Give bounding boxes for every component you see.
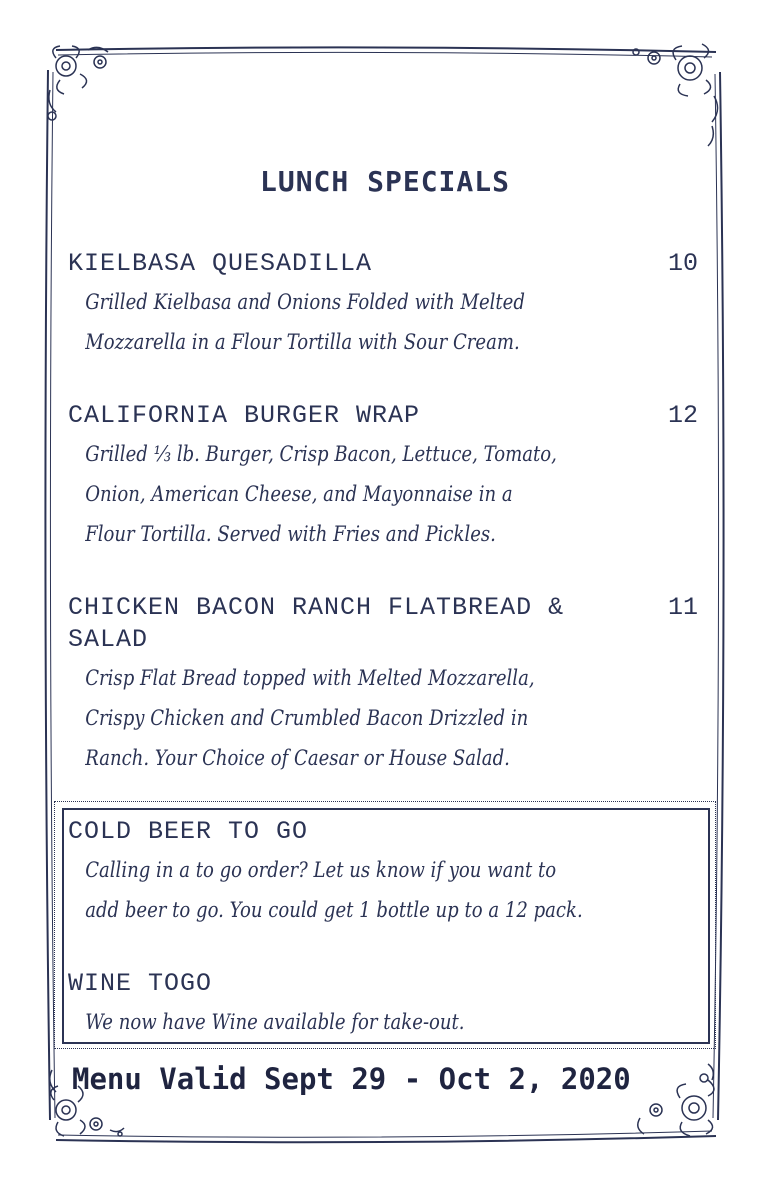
- item-description: [68, 434, 704, 554]
- item-price: 11: [667, 593, 698, 622]
- description-line: Crispy Chicken and Crumbled Bacon Drizzled in: [85, 706, 529, 730]
- menu-validity-footer: Menu Valid Sept 29 - Oct 2, 2020: [72, 1062, 631, 1096]
- description-line: Crisp Flat Bread topped with Melted Mozzarella,: [85, 666, 535, 690]
- description-line: Flour Tortilla. Served with Fries and Pickles.: [85, 522, 496, 546]
- item-description: [68, 850, 704, 930]
- page-title: LUNCH SPECIALS: [259, 165, 510, 198]
- item-name: CALIFORNIA BURGER WRAP: [68, 401, 421, 430]
- description-line: Grilled Kielbasa and Onions Folded with Melted: [85, 290, 525, 314]
- menu-item: [68, 592, 708, 778]
- item-name: WINE TOGO: [68, 969, 213, 998]
- floral-corner-icon: [48, 46, 108, 120]
- item-description: [68, 658, 704, 778]
- item-description: [68, 282, 704, 362]
- description-line: add beer to go. You could get 1 bottle up to a 12 pack.: [85, 898, 583, 922]
- item-price: 10: [667, 249, 698, 278]
- item-name: KIELBASA QUESADILLA: [68, 249, 373, 278]
- menu-item: [68, 400, 708, 554]
- description-line: Onion, American Cheese, and Mayonnaise in a: [85, 482, 513, 506]
- item-description: [68, 1002, 704, 1042]
- description-line: Grilled ⅓ lb. Burger, Crisp Bacon, Lettuce, Tomato,: [85, 442, 557, 466]
- floral-corner-icon: [638, 1064, 714, 1136]
- description-line: We now have Wine available for take-out.: [85, 1010, 465, 1034]
- floral-corner-icon: [633, 44, 718, 146]
- description-line: Ranch. Your Choice of Caesar or House Salad.: [85, 746, 510, 770]
- item-name: CHICKEN BACON RANCH FLATBREAD & SALAD: [68, 593, 565, 654]
- togo-item: [68, 968, 708, 1042]
- togo-item: [68, 816, 708, 930]
- menu-item: [68, 248, 708, 362]
- item-price: 12: [667, 401, 698, 430]
- description-line: Calling in a to go order? Let us know if you want to: [85, 858, 557, 882]
- item-name: COLD BEER TO GO: [68, 817, 309, 846]
- description-line: Mozzarella in a Flour Tortilla with Sour Cream.: [85, 330, 520, 354]
